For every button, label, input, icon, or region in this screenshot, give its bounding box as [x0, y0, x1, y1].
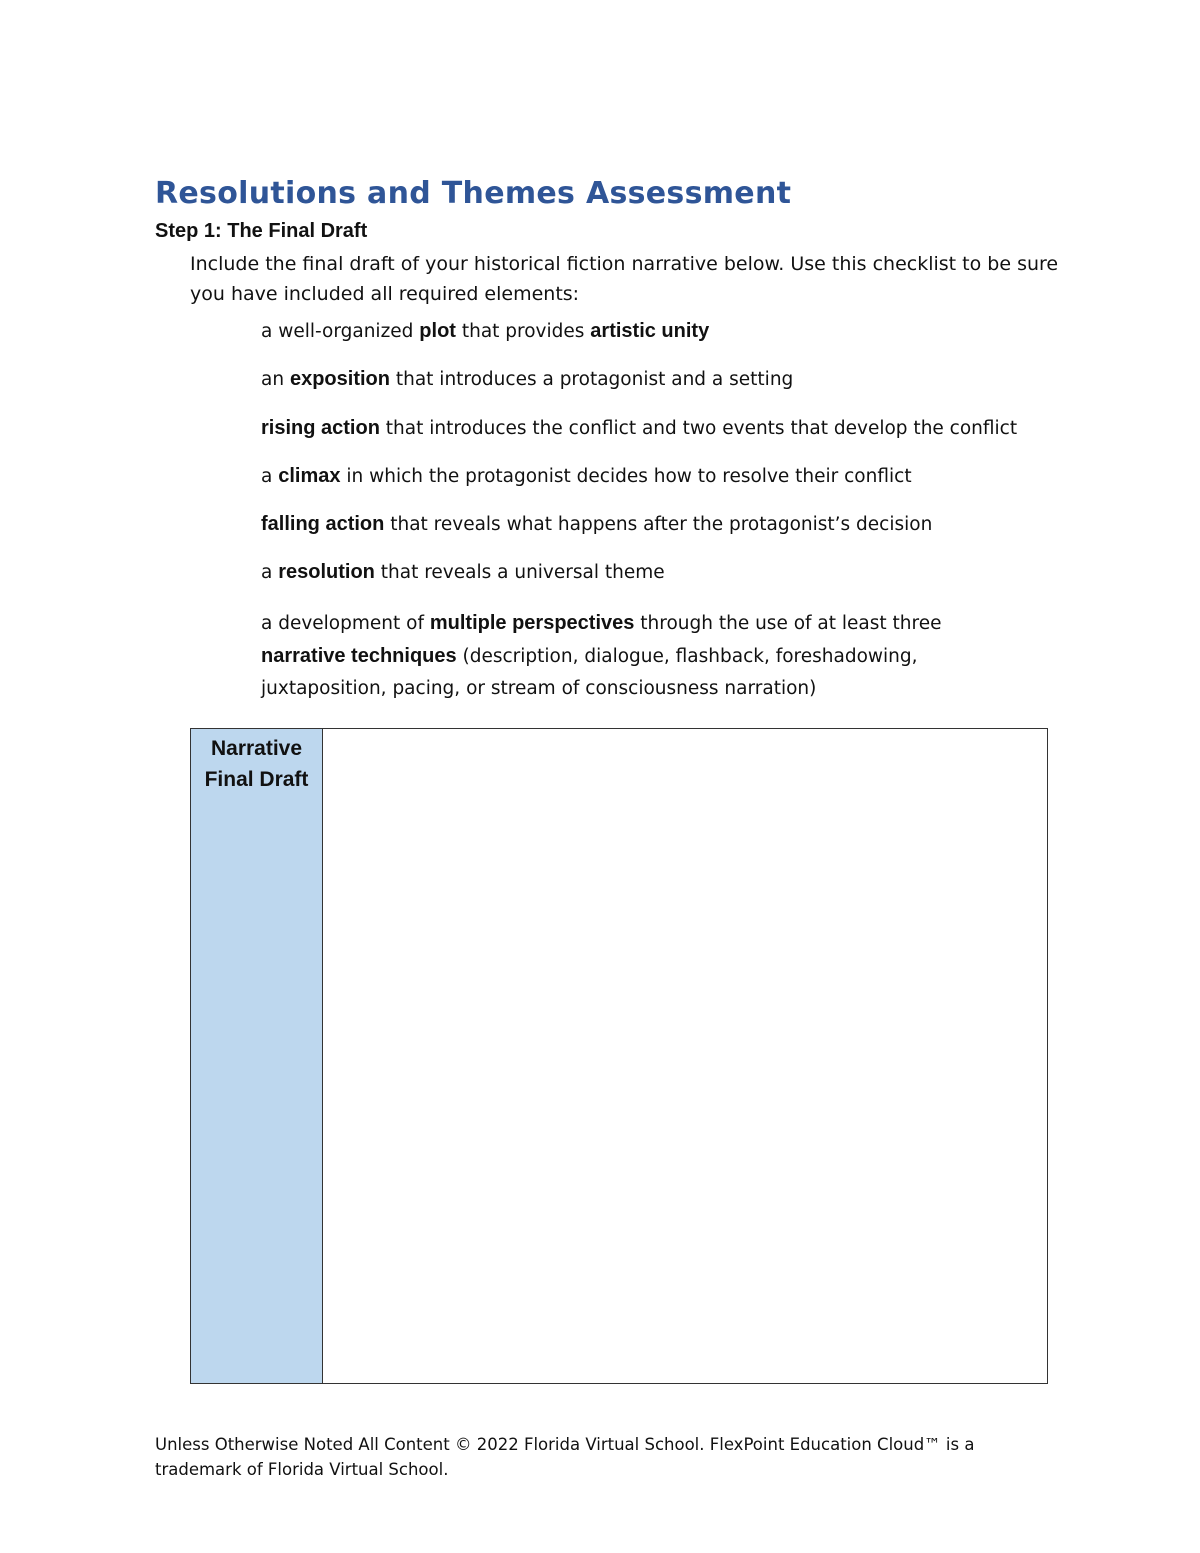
- table-row: [191, 729, 1048, 1384]
- narrative-draft-table: [190, 728, 1048, 1384]
- copyright-footer: Unless Otherwise Noted All Content © 2022 Florida Virtual School. FlexPoint Education Cloud™ is a trademark of Florida Virtual School.: [155, 1435, 975, 1479]
- narrative-final-draft-label-cell: [191, 729, 323, 1384]
- checklist-item-falling-action: falling action that reveals what happens after the protagonist’s decision: [261, 513, 933, 535]
- step-heading: Step 1: The Final Draft: [155, 220, 368, 242]
- narrative-final-draft-label: Narrative Final Draft: [204, 737, 309, 791]
- checklist-item-plot: a well-organized plot that provides artistic unity: [261, 320, 710, 342]
- narrative-final-draft-entry-cell[interactable]: [323, 729, 1048, 1384]
- checklist-item-multiple-perspectives: a development of multiple perspectives through the use of at least three narrative techniques (description, dialogue, flashback, foreshadowing, juxtaposition, pacing, or stream of consciousness narration): [261, 612, 942, 699]
- page-title: Resolutions and Themes Assessment: [155, 176, 792, 211]
- checklist-item-resolution: a resolution that reveals a universal theme: [261, 561, 665, 583]
- checklist-item-climax: a climax in which the protagonist decides how to resolve their conflict: [261, 465, 912, 487]
- checklist-item-exposition: an exposition that introduces a protagonist and a setting: [261, 368, 794, 390]
- checklist-item-rising-action: rising action that introduces the conflict and two events that develop the conflict: [261, 417, 1018, 439]
- instructions-paragraph: Include the final draft of your historical fiction narrative below. Use this checklist to be sure you have included all required elements:: [190, 253, 1059, 305]
